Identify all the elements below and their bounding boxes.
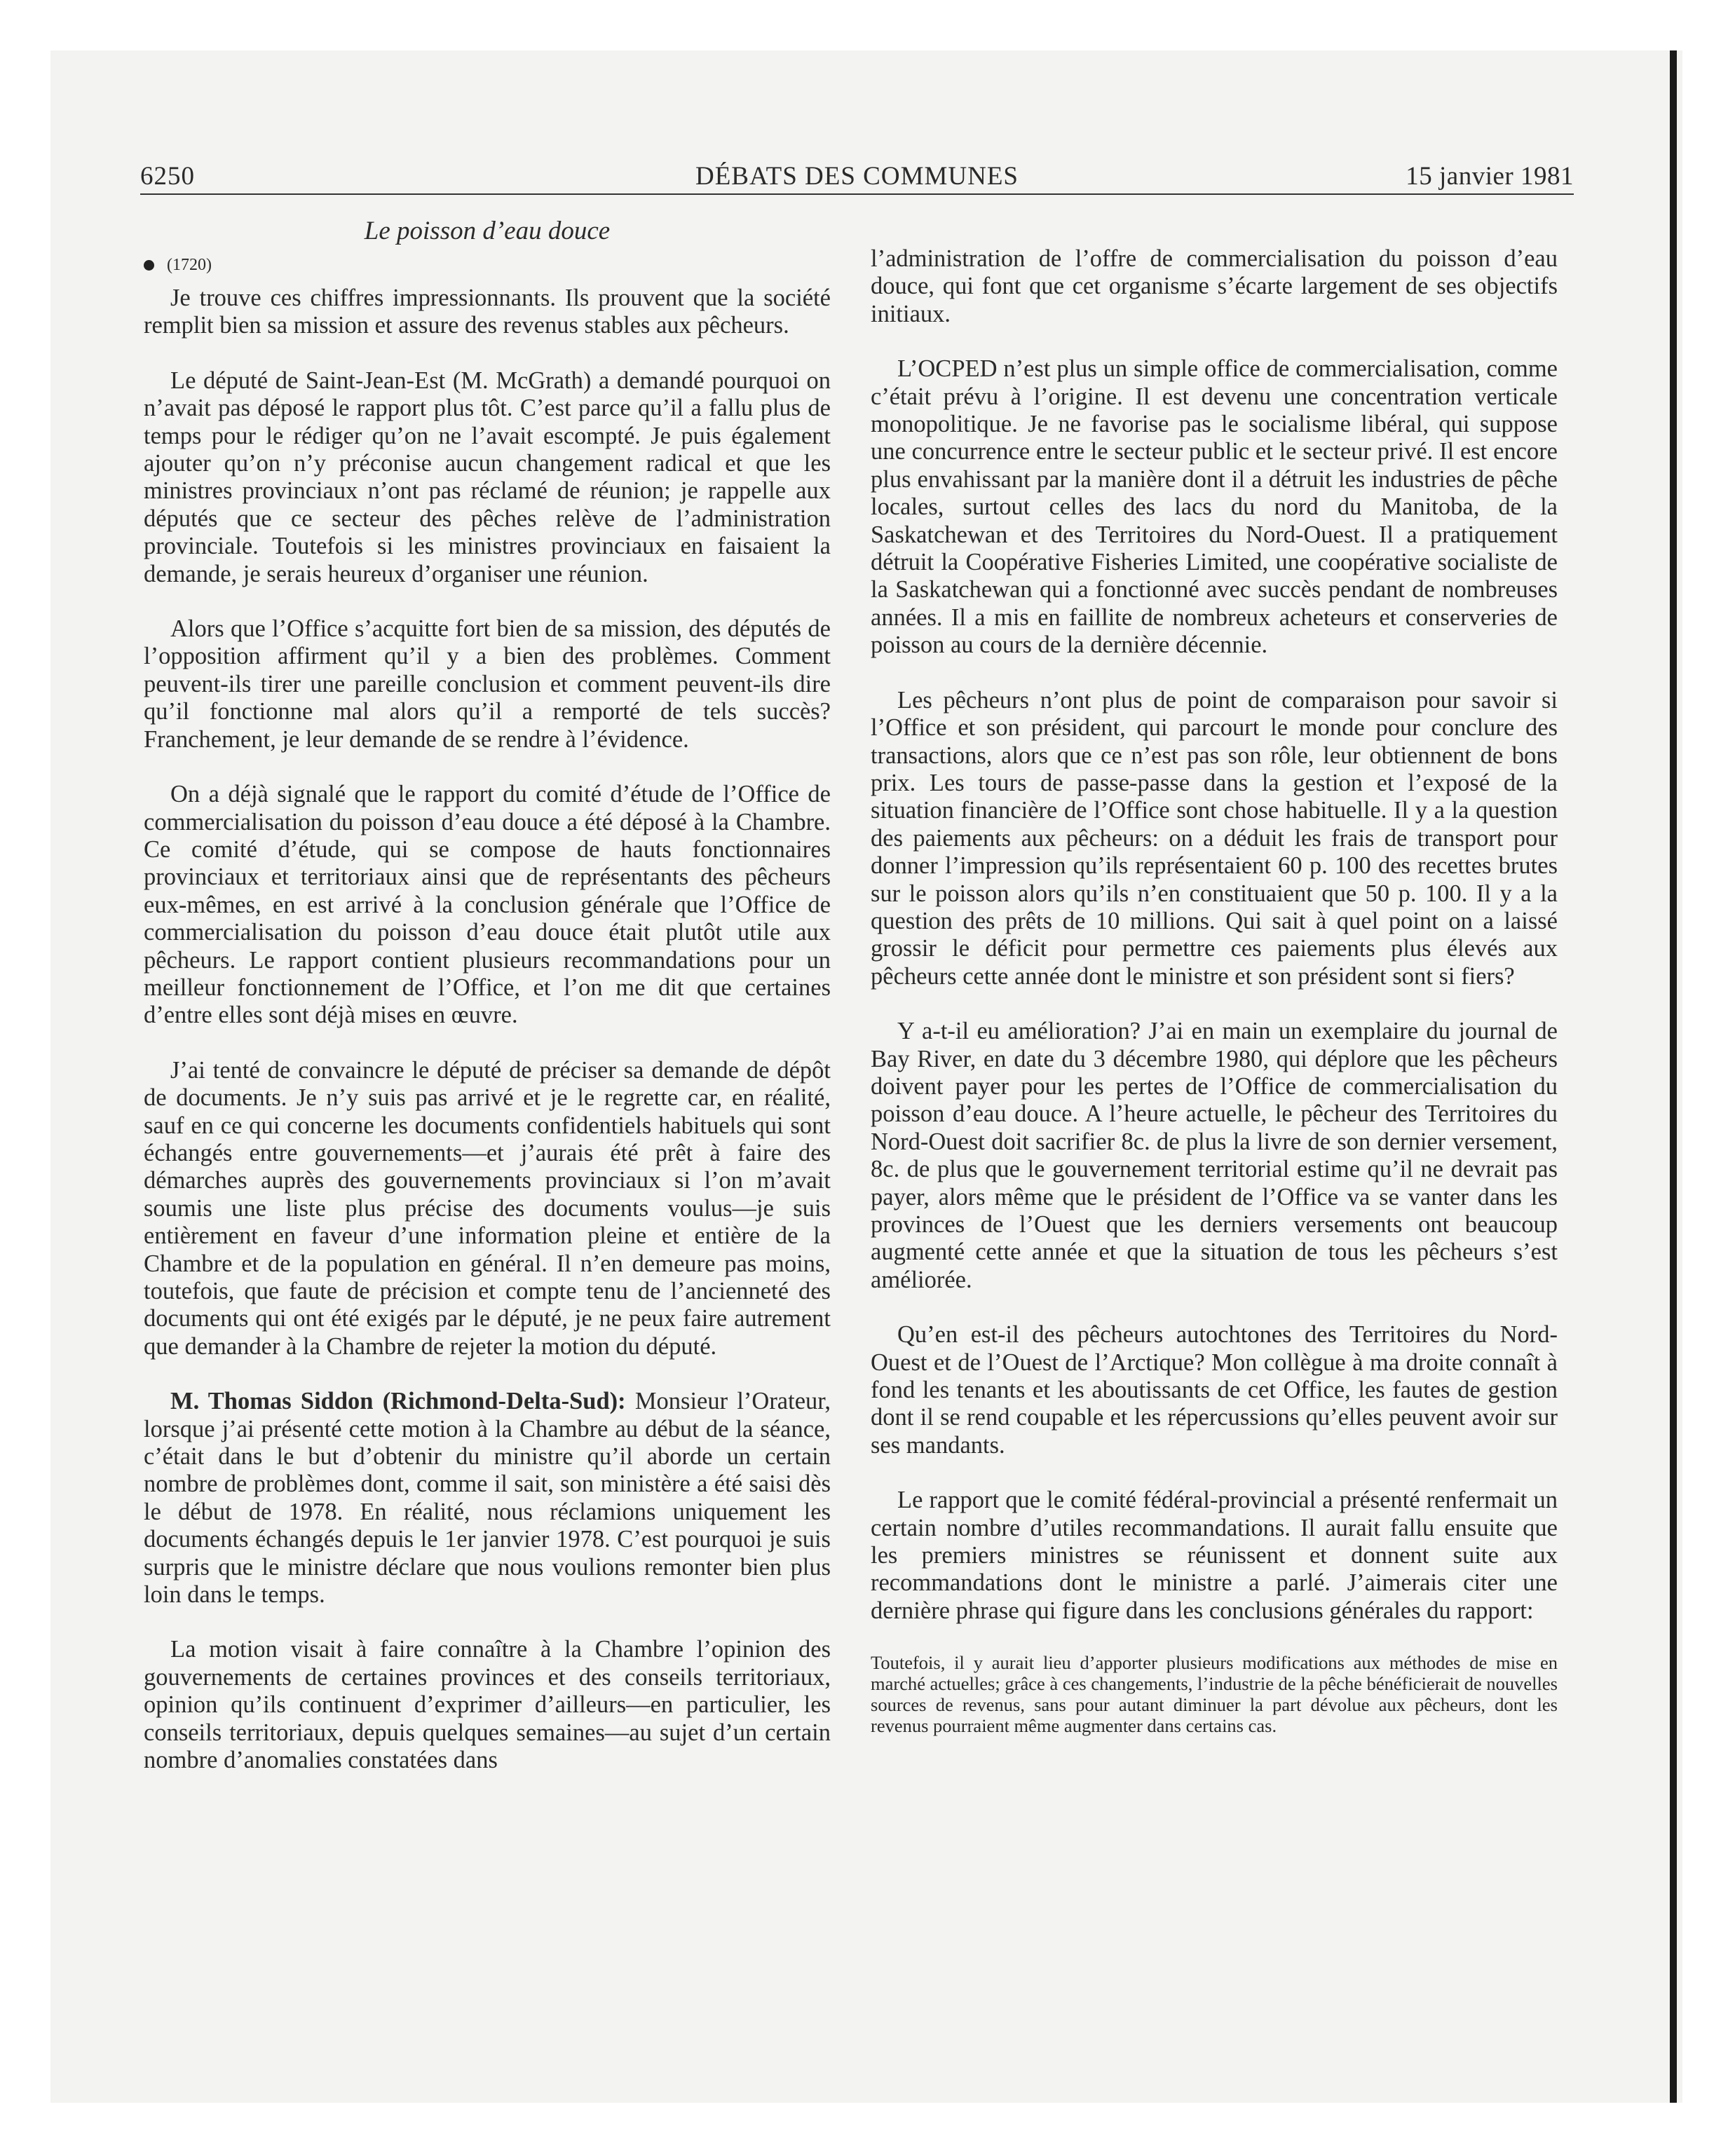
paragraph: Le rapport que le comité fédéral-provincial a présenté renfermait un certain nombre d’utiles recommandations. Il aurait fallu ensuite que les premiers ministres se réunissent et donnent suite aux recommandations dont le ministre a parlé. J’aimerais citer une dernière phrase qui figure dans les conclusions générales du rapport: [871,1487,1558,1624]
issue-date: 15 janvier 1981 [1406,162,1574,191]
section-title: Le poisson d’eau douce [364,217,611,245]
page-header [140,161,1574,195]
left-column [144,210,831,1775]
paragraph: Les pêcheurs n’ont plus de point de comparaison pour savoir si l’Office et son président, qui parcourt le monde pour conclure des transactions, alors que ce n’est pas son rôle, leur obtiennent de bons prix. Les tours de passe-passe dans la gestion et l’exposé de la situation financière de l’Office sont chose habituelle. Il y a la question des paiements aux pêcheurs: on a déduit les frais de transport pour donner l’impression qu’ils représentaient 60 p. 100 des recettes brutes sur le poisson alors qu’ils n’en constituaient que 50 p. 100. Il y a la question des prêts de 10 millions. Qui sait à quel point on a laissé grossir le déficit pour permettre ces paiements plus élevés aux pêcheurs cette année dont le ministre et son président sont si fiers? [871,686,1558,990]
bullet-icon [144,260,154,271]
speaker-text: Monsieur l’Orateur, lorsque j’ai présenté cette motion à la Chambre au début de la séance, c’était dans le but d’obtenir du ministre qu’il aborde un certain nombre de problèmes dont, comme il sait, son ministère a été saisi dès le début de 1978. En réalité, nous réclamions uniquement les documents échangés depuis le 1er janvier 1978. C’est pourquoi je suis surpris que le ministre déclare que nous voulions remonter bien plus loin dans le temps. [144,1388,831,1609]
timestamp [144,250,831,280]
speaker-name: M. Thomas Siddon (Richmond-Delta-Sud): [170,1388,626,1415]
paragraph: Je trouve ces chiffres impressionnants. Ils prouvent que la société remplit bien sa mission et assure des revenus stables aux pêcheurs. [144,285,831,339]
journal-title: DÉBATS DES COMMUNES [695,162,1019,191]
paragraph: Alors que l’Office s’acquitte fort bien de sa mission, des députés de l’opposition affirment qu’il y a bien des problèmes. Comment peuvent-ils tirer une pareille conclusion et comment peuvent-ils dire qu’il fonctionne mal alors qu’il a remporté de tels succès? Franchement, je leur demande de se rendre à l’évidence. [144,615,831,753]
scan-edge-bar [1670,50,1677,2103]
paragraph: Y a-t-il eu amélioration? J’ai en main un exemplaire du journal de Bay River, en date du 3 décembre 1980, qui déplore que les pêcheurs doivent payer pour les pertes de l’Office de commercialisation du poisson d’eau douce. A l’heure actuelle, le pêcheur des Territoires du Nord-Ouest doit sacrifier 8c. de plus la livre de son dernier versement, 8c. de plus que le gouvernement territorial estime qu’il ne devrait pas payer, alors même que le président de l’Office va se vanter dans les provinces de l’Ouest que les derniers versements ont beaucoup augmenté cette année et que la situation de tous les pêcheurs s’est améliorée. [871,1018,1558,1293]
right-column [871,245,1558,1736]
block-quote: Toutefois, il y aurait lieu d’apporter plusieurs modifications aux méthodes de mise en marché actuelles; grâce à ces changements, l’industrie de la pêche bénéficierait de nouvelles sources de revenus, sans pour autant diminuer la part dévolue aux pêcheurs, dont les revenus pourraient même augmenter dans certains cas. [871,1652,1558,1737]
paragraph: Qu’en est-il des pêcheurs autochtones des Territoires du Nord-Ouest et de l’Ouest de l’Arctique? Mon collègue à ma droite connaît à fond les tenants et les aboutissants de cet Office, les fautes de gestion dont il se rend coupable et les répercussions qu’elles peuvent avoir sur ses mandants. [871,1321,1558,1459]
timestamp-text: (1720) [167,256,212,274]
paragraph: On a déjà signalé que le rapport du comité d’étude de l’Office de commercialisation du poisson d’eau douce a été déposé à la Chambre. Ce comité d’étude, qui se compose de hauts fonctionnaires provinciaux et territoriaux ainsi que de représentants des pêcheurs eux-mêmes, en est arrivé à la conclusion générale que l’Office de commercialisation du poisson d’eau douce était plutôt utile aux pêcheurs. Le rapport contient plusieurs recommandations pour un meilleur fonctionnement de l’Office, et l’on me dit que certaines d’entre elles sont déjà mises en œuvre. [144,781,831,1029]
paragraph: L’OCPED n’est plus un simple office de commercialisation, comme c’était prévu à l’origine. Il est devenu une concentration verticale monopolitique. Je ne favorise pas le socialisme libéral, qui suppose une concurrence entre le secteur public et le secteur privé. Il est encore plus envahissant par la manière dont il a détruit les industries de pêche locales, surtout celles des lacs du nord du Manitoba, de la Saskatchewan et des Territoires du Nord-Ouest. Il a pratiquement détruit la Coopérative Fisheries Limited, une coopérative socialiste de la Saskatchewan qui a fonctionné avec succès pendant de nombreuses années. Il a mis en faillite de nombreux acheteurs et conserveries de poisson au cours de la dernière décennie. [871,355,1558,659]
page-number: 6250 [140,162,195,191]
speaker-paragraph [144,1388,831,1609]
paragraph: l’administration de l’offre de commercialisation du poisson d’eau douce, qui font que cet organisme s’écarte largement de ses objectifs initiaux. [871,245,1558,327]
paragraph: J’ai tenté de convaincre le député de préciser sa demande de dépôt de documents. Je n’y suis pas arrivé et je le regrette car, en réalité, sauf en ce qui concerne les documents confidentiels habituels qui sont échangés entre gouvernements—et j’aurais été prêt à faire des démarches auprès des gouvernements provinciaux si l’on m’avait soumis une liste plus précise des documents voulus—je suis entièrement en faveur d’une information pleine et entière de la Chambre et de la population en général. Il n’en demeure pas moins, toutefois, que faute de précision et compte tenu de l’ancienneté des documents qui ont été exigés par le député, je ne peux faire autrement que demander à la Chambre de rejeter la motion du député. [144,1056,831,1360]
paragraph: La motion visait à faire connaître à la Chambre l’opinion des gouvernements de certaines provinces et des conseils territoriaux, opinion qu’ils continuent d’exprimer d’ailleurs—en particulier, les conseils territoriaux, depuis quelques semaines—au sujet d’un certain nombre d’anomalies constatées dans [144,1636,831,1774]
paragraph: Le député de Saint-Jean-Est (M. McGrath) a demandé pourquoi on n’avait pas déposé le rapport plus tôt. C’est parce qu’il a fallu plus de temps pour le rédiger qu’on ne l’avait escompté. Je puis également ajouter qu’on n’y préconise aucun changement radical et que les ministres provinciaux n’ont pas réclamé de réunion; je rappelle aux députés que ce secteur des pêches relève de l’administration provinciale. Toutefois si les ministres provinciaux en faisaient la demande, je serais heureux d’organiser une réunion. [144,367,831,587]
